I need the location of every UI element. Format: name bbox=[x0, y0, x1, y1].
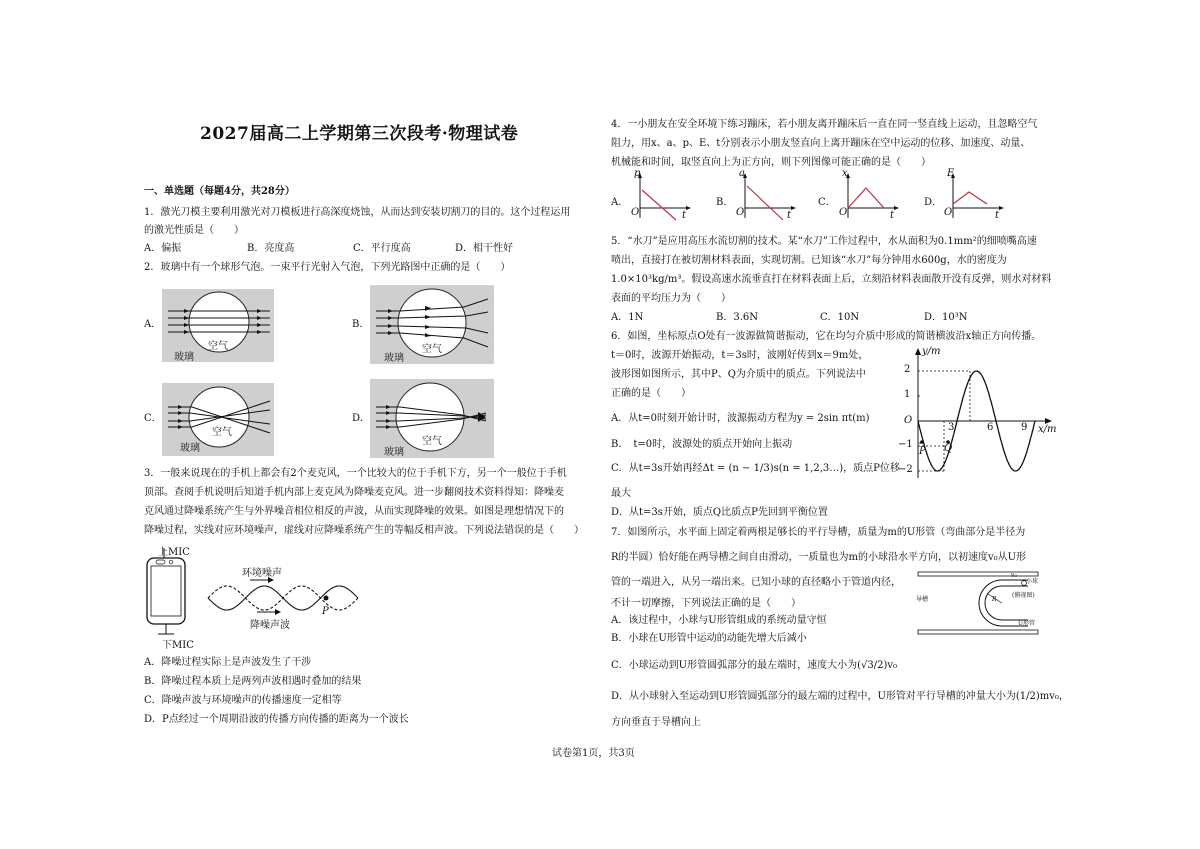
q3-option-a: A．降噪过程实际上是声波发生了干涉 bbox=[144, 657, 312, 668]
q4-graph-d bbox=[943, 168, 1005, 222]
q1-option-b: B．亮度高 bbox=[247, 243, 295, 254]
q3-point-p: P bbox=[322, 606, 329, 617]
q3-line4: 降噪过程，实线对应环境噪声，虚线对应降噪系统产生的等幅反相声波。下列说法错误的是（ ） bbox=[144, 525, 584, 536]
q4-c-origin: O bbox=[839, 207, 848, 218]
q6-line4: 正确的是（ ） bbox=[611, 388, 691, 399]
q2-c-glass-label: 玻璃 bbox=[180, 443, 200, 454]
q6-point-p: P bbox=[919, 446, 926, 457]
q4-c-tlabel: t bbox=[890, 210, 895, 221]
q5-option-b: B．3.6N bbox=[716, 312, 759, 323]
q6-option-b: B． t=0时，波源处的质点开始向上振动 bbox=[611, 439, 793, 450]
q3-option-b: B．降噪过程本质上是两列声波相遇时叠加的结果 bbox=[144, 676, 362, 687]
q3-line3: 克风通过降噪系统产生与外界噪音相位相反的声波，从而实现降噪的效果。如图是理想情况下的 bbox=[144, 506, 564, 517]
q6-wave-graph-svg bbox=[898, 346, 1058, 481]
q6-xtick-6: 6 bbox=[987, 422, 994, 433]
q4-label-d: D． bbox=[924, 197, 943, 208]
q3-figure bbox=[144, 544, 364, 654]
q6-line3: 波形图如图所示，其中P、Q为介质中的质点。下列说法中 bbox=[611, 369, 866, 380]
q2-a-glass-label: 玻璃 bbox=[174, 352, 194, 363]
q3-anti-noise-label: 降噪声波 bbox=[250, 620, 290, 631]
q5-option-d: D．10³N bbox=[924, 312, 968, 323]
page-footer: 试卷第1页，共3页 bbox=[552, 748, 635, 759]
q4-c-ylabel: x bbox=[842, 168, 848, 179]
q3-env-noise-label: 环境噪声 bbox=[242, 568, 282, 579]
q7-utube-label: U形管 bbox=[1018, 620, 1036, 627]
q3-line2: 顶部。查阅手机说明后知道手机内部上麦克风为降噪麦克风。进一步翻阅技术资料得知：降噪麦 bbox=[144, 487, 564, 498]
q7-view-label: (俯视图) bbox=[1012, 592, 1035, 599]
q4-graph-a bbox=[630, 168, 692, 222]
section-heading: 一、单选题（每题4分，共28分） bbox=[144, 186, 295, 197]
q7-option-c: C．小球运动到U形管圆弧部分的最左端时，速度大小为(√3/2)v₀ bbox=[611, 660, 898, 671]
q6-xlabel: x/m bbox=[1038, 424, 1057, 435]
q6-ylabel: y/m bbox=[922, 346, 941, 357]
q7-line2: R的半圆）恰好能在两导槽之间自由滑动，一质量也为m的小球沿水平方向，以初速度v₀从U形 bbox=[611, 552, 1027, 563]
q3-option-d: D．P点经过一个周期沿波的传播方向传播的距离为一个波长 bbox=[144, 714, 409, 725]
q5-line3: 1.0×10³kg/m³。假设高速水流垂直打在材料表面上后，立刻沿材料表面散开没有反弹，则水对材料 bbox=[611, 274, 1052, 285]
q6-ytick-neg2: −2 bbox=[898, 464, 913, 475]
q6-option-a: A．从t=0时刻开始计时，波源振动方程为y = 2sin πt(m) bbox=[611, 413, 870, 424]
q6-line1: 6．如图，坐标原点O处有一波源做简谐振动，它在均匀介质中形成的简谐横波沿x轴正方向传播。 bbox=[611, 331, 1042, 342]
q4-a-origin: O bbox=[631, 207, 640, 218]
q4-label-b: B． bbox=[716, 197, 734, 208]
q6-point-q: Q bbox=[944, 443, 953, 454]
q4-line3: 机械能和时间，取竖直向上为正方向，则下列图像可能正确的是（ ） bbox=[611, 157, 931, 168]
q2-figure-c-svg bbox=[162, 383, 274, 456]
q4-line2: 阻力，用x、a、p、E、t分别表示小朋友竖直向上离开蹦床在空中运动的位移、加速度、动量、 bbox=[611, 138, 1031, 149]
page-title: 2027届高二上学期第三次段考·物理试卷 bbox=[200, 124, 519, 144]
q5-line1: 5．“水刀”是应用高压水流切割的技术。某“水刀”工作过程中，水从面积为0.1mm²的细喷嘴高速 bbox=[611, 236, 1037, 247]
q7-line3: 管的一端进入，从另一端出来。已知小球的直径略小于管道内径， bbox=[611, 577, 901, 588]
q3-option-c: C．降噪声波与环境噪声的传播速度一定相等 bbox=[144, 695, 342, 706]
q6-ytick-1: 1 bbox=[904, 389, 911, 400]
q4-label-a: A． bbox=[611, 197, 629, 208]
q2-stem: 2．玻璃中有一个球形气泡。一束平行光射入气泡，下列光路图中正确的是（ ） bbox=[144, 262, 511, 273]
q4-b-tlabel: t bbox=[787, 210, 792, 221]
q2-d-air-label: 空气 bbox=[422, 436, 442, 447]
q7-option-a: A．该过程中，小球与U形管组成的系统动量守恒 bbox=[611, 615, 827, 626]
q1-option-d: D．相干性好 bbox=[455, 243, 514, 254]
q2-figure-b bbox=[370, 285, 494, 364]
q2-label-d: D． bbox=[352, 413, 371, 424]
q2-label-a: A． bbox=[144, 319, 162, 330]
q6-xtick-3: 3 bbox=[948, 422, 955, 433]
q5-option-c: C．10N bbox=[820, 312, 860, 323]
q4-b-origin: O bbox=[736, 207, 745, 218]
q7-figure bbox=[916, 570, 1040, 636]
q1-line1: 1．激光刀模主要利用激光对刀模板进行高深度烧蚀，从而达到安装切割刀的目的。这个过程运用 bbox=[144, 207, 571, 218]
q4-d-tlabel: t bbox=[995, 210, 1000, 221]
q6-ytick-2: 2 bbox=[904, 364, 911, 375]
q7-line4: 不计一切摩擦，下列说法正确的是（ ） bbox=[611, 598, 801, 609]
q2-b-air-label: 空气 bbox=[422, 344, 442, 355]
q5-option-a: A．1N bbox=[611, 312, 644, 323]
q6-xtick-9: 9 bbox=[1021, 422, 1028, 433]
q7-v0-label: v₀ bbox=[1011, 572, 1017, 579]
q6-option-c-cont: 最大 bbox=[611, 488, 631, 499]
q7-line1: 7．如图所示，水平面上固定着两根足够长的平行导槽，质量为m的U形管（弯曲部分是半径为 bbox=[611, 527, 1026, 538]
q7-ball-label: 小球 bbox=[1026, 578, 1039, 585]
q7-r-label: R bbox=[992, 596, 997, 603]
q4-d-origin: O bbox=[944, 207, 953, 218]
q6-ytick-neg1: −1 bbox=[898, 439, 913, 450]
q2-label-c: C． bbox=[144, 413, 162, 424]
q2-a-air-label: 空气 bbox=[208, 341, 228, 352]
q1-option-a: A．偏振 bbox=[144, 243, 182, 254]
q1-option-c: C．平行度高 bbox=[353, 243, 411, 254]
q3-line1: 3．一般来说现在的手机上都会有2个麦克风，一个比较大的位于手机下方，另一个一般位于手机 bbox=[144, 468, 567, 479]
q4-d-ylabel: E bbox=[947, 168, 955, 179]
q7-option-d-cont: 方向垂直于导槽向上 bbox=[611, 717, 701, 728]
q1-line2: 的激光性质是（ ） bbox=[144, 225, 244, 236]
q7-option-d: D．从小球射入至运动到U形管圆弧部分的最左端的过程中，U形管对平行导槽的冲量大小为(1/2)mv₀， bbox=[611, 691, 1069, 702]
q6-origin: O bbox=[904, 415, 913, 426]
q6-option-d: D．从t=3s开始，质点Q比质点P先回到平衡位置 bbox=[611, 507, 828, 518]
q2-b-glass-label: 玻璃 bbox=[384, 353, 404, 364]
q4-b-ylabel: a bbox=[739, 168, 745, 179]
q2-figure-c bbox=[162, 383, 274, 456]
q2-d-glass-label: 玻璃 bbox=[384, 447, 404, 458]
q3-down-mic-label: 下MIC bbox=[162, 640, 194, 651]
q4-graph-b bbox=[735, 168, 797, 222]
q4-a-tlabel: t bbox=[682, 210, 687, 221]
q6-line2: t＝0时，波源开始振动，t＝3s时，波刚好传到x＝9m处， bbox=[611, 350, 869, 361]
q3-up-mic-label: 上MIC bbox=[158, 547, 190, 558]
q2-figure-a bbox=[162, 289, 274, 362]
q6-wave-graph bbox=[898, 346, 1058, 481]
q7-option-b: B．小球在U形管中运动的动能先增大后减小 bbox=[611, 633, 807, 644]
q7-groove-label: 导槽 bbox=[916, 596, 929, 603]
q5-line2: 喷出，直接打在被切割材料表面，实现切割。已知该“水刀”每分钟用水600g，水的密度为 bbox=[611, 255, 1007, 266]
q4-label-c: C． bbox=[818, 197, 836, 208]
q5-line4: 表面的平均压力为（ ） bbox=[611, 293, 731, 304]
q6-option-c: C．从t=3s开始再经Δt = (n − 1/3)s(n = 1,2,3…)，质点P位移 bbox=[611, 463, 900, 474]
q2-c-air-label: 空气 bbox=[212, 427, 232, 438]
q4-line1: 4．一小朋友在安全环境下练习蹦床，若小朋友离开蹦床后一直在同一竖直线上运动，且忽略空气 bbox=[611, 119, 1038, 130]
q2-figure-d bbox=[370, 379, 494, 458]
q4-a-ylabel: p bbox=[634, 168, 641, 179]
q2-label-b: B． bbox=[352, 319, 370, 330]
q4-graph-c bbox=[838, 168, 900, 222]
